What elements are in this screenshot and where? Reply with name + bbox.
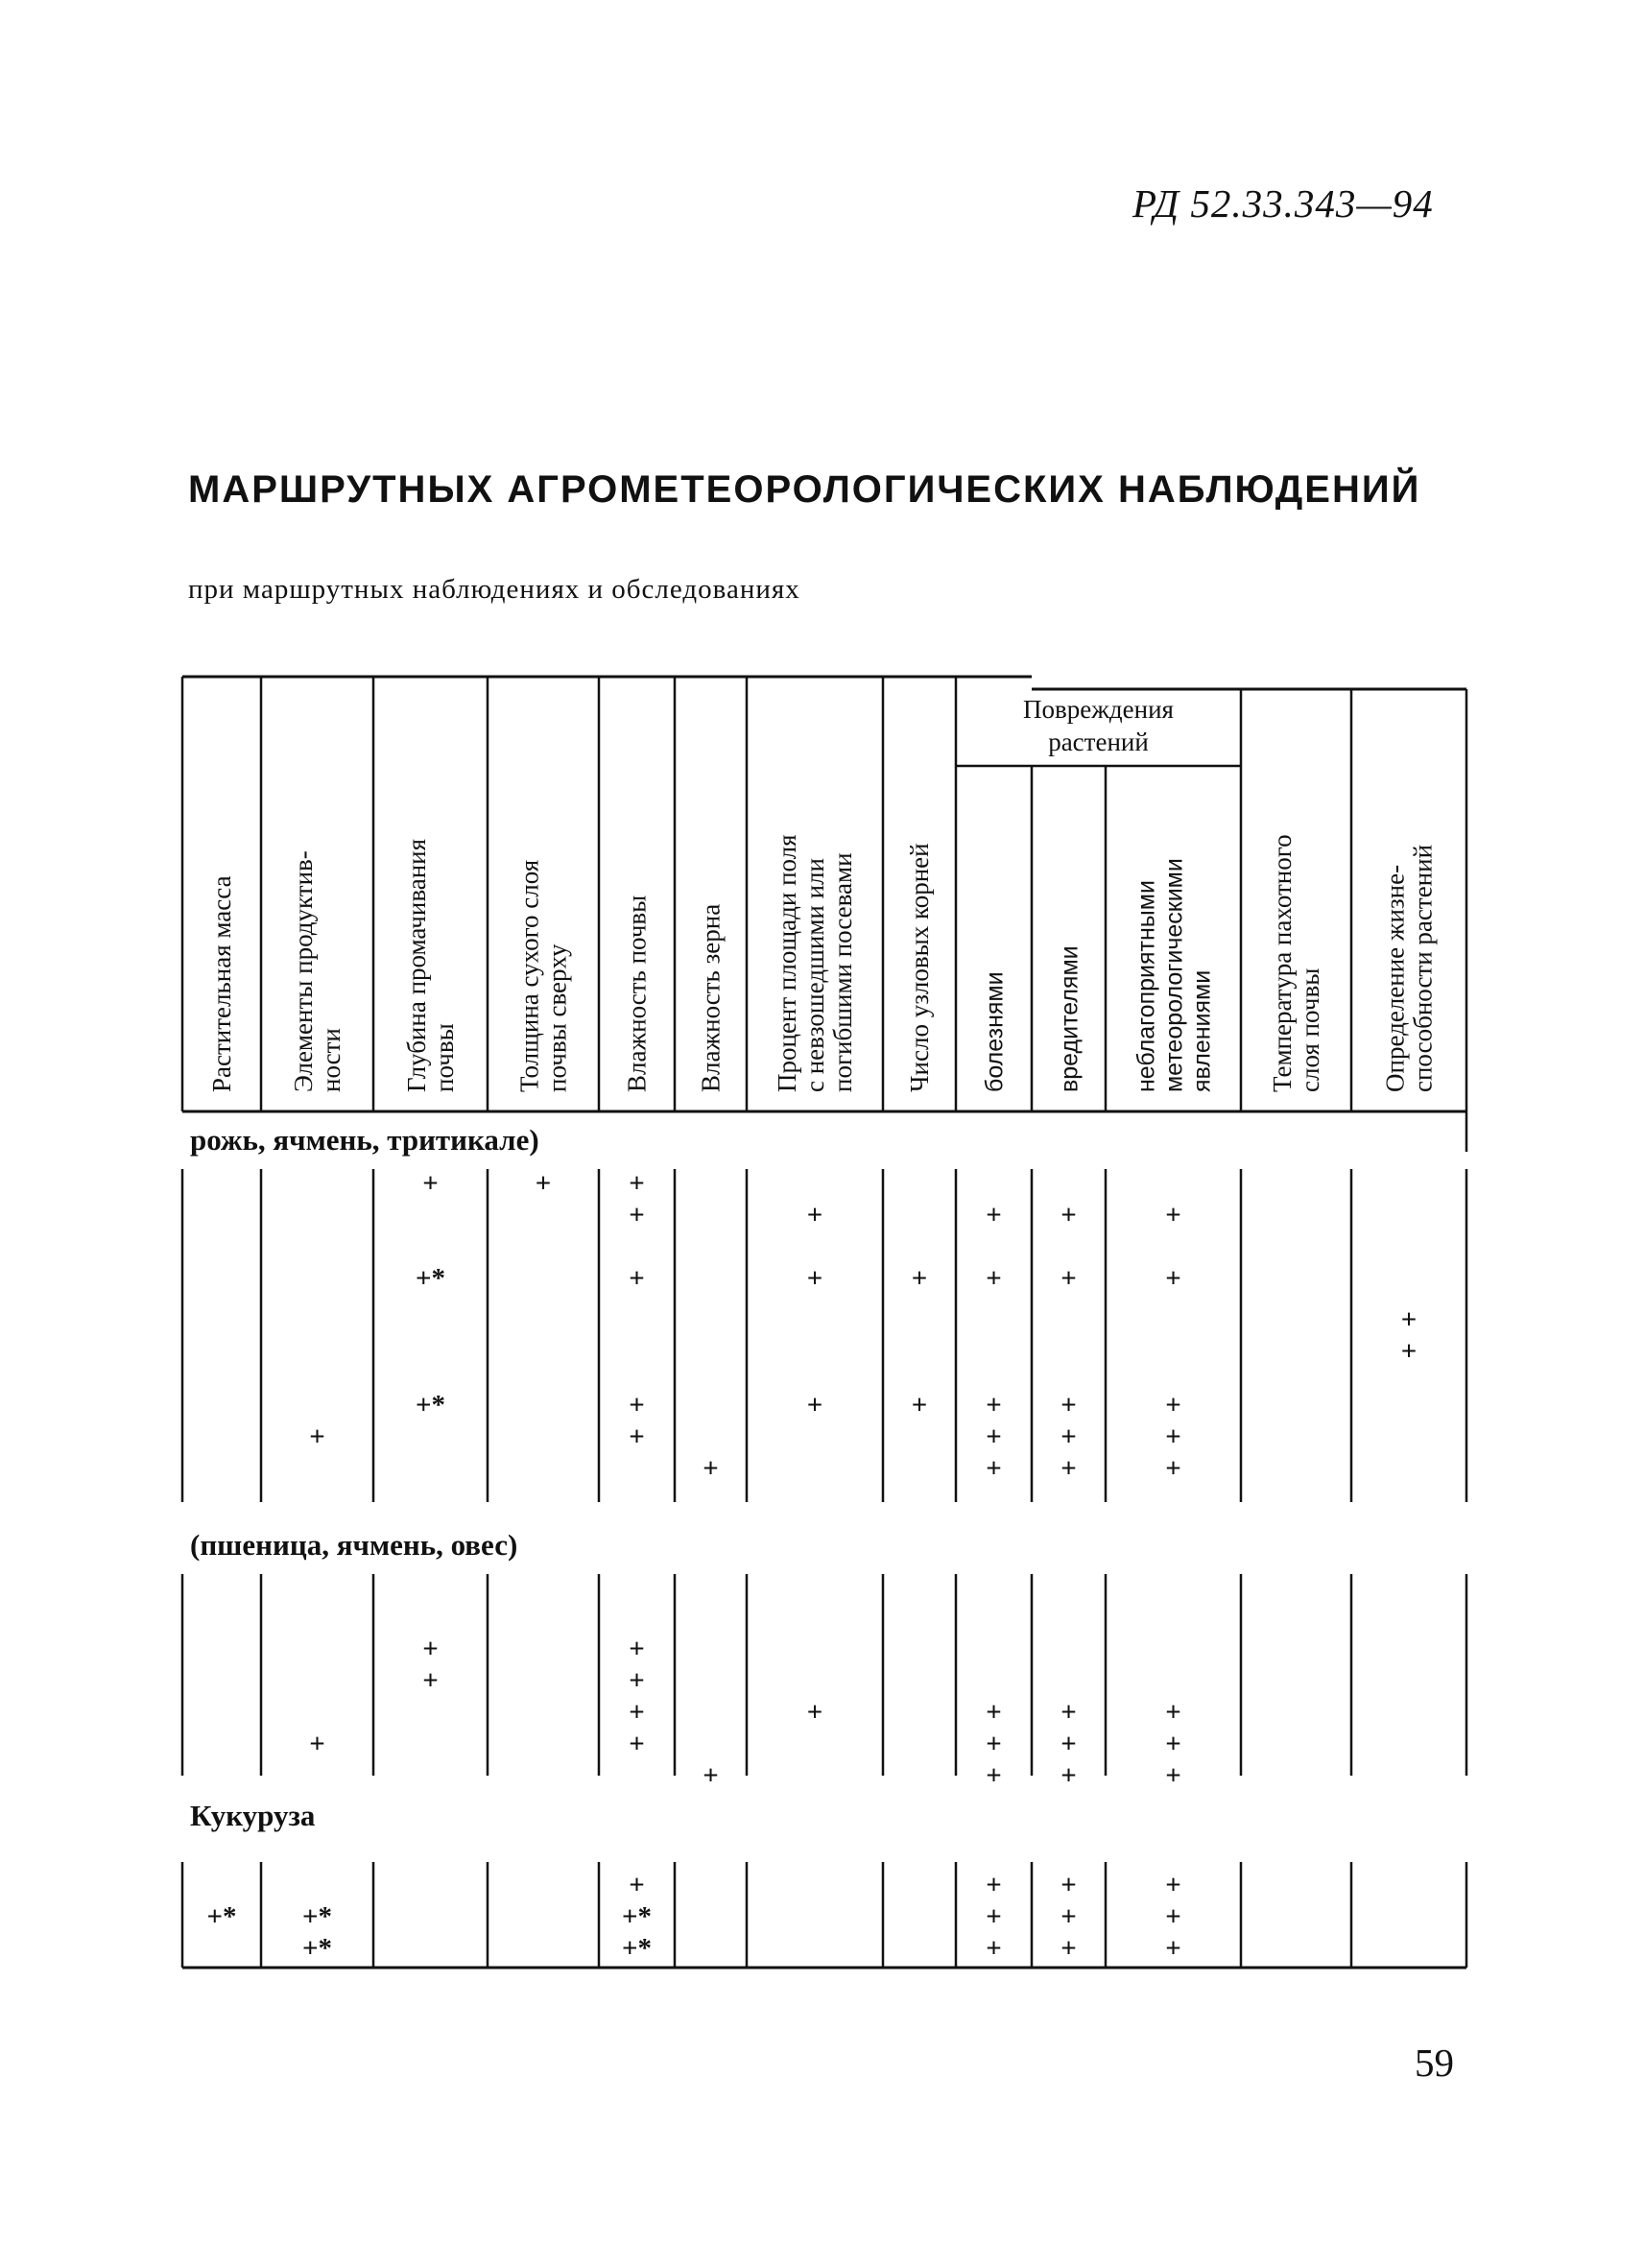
column-header-label: почвы	[430, 1023, 459, 1092]
table-mark: +	[1060, 1453, 1077, 1484]
table-mark: +	[629, 1634, 645, 1664]
column-header-label: Толщина сухого слоя	[514, 859, 544, 1092]
table-mark: +	[1165, 1729, 1181, 1759]
column-header-label: слоя почвы	[1296, 967, 1324, 1092]
table-mark: +	[629, 1200, 645, 1230]
table-mark: +	[629, 1697, 645, 1728]
column-header-label: Число узловых корней	[905, 843, 934, 1092]
table-mark: +	[986, 1870, 1002, 1900]
table-mark: +	[309, 1729, 325, 1759]
table-mark: +	[703, 1760, 719, 1791]
table-mark: +	[1400, 1335, 1418, 1367]
table-mark: +	[629, 1665, 645, 1696]
table-mark: +	[1060, 1760, 1077, 1791]
table-mark: +	[806, 1200, 823, 1230]
table-mark: +	[1165, 1760, 1181, 1791]
table-mark: +	[1060, 1421, 1077, 1452]
table-mark: +	[629, 1263, 645, 1294]
column-header-label: почвы сверху	[542, 943, 572, 1092]
table-mark: +	[986, 1760, 1002, 1791]
table-mark: +*	[301, 1933, 333, 1964]
table-mark: +	[1165, 1390, 1181, 1420]
table-mark: +	[629, 1870, 645, 1900]
table-mark: +	[629, 1390, 645, 1420]
column-header-label: Растительная масса	[207, 875, 236, 1092]
table-mark: +	[911, 1390, 928, 1420]
table-mark: +	[422, 1665, 439, 1696]
column-header-label: Процент площади поля	[773, 834, 801, 1092]
table-mark: +	[1165, 1901, 1181, 1932]
table-mark: +	[1165, 1453, 1181, 1484]
table-mark: +	[986, 1901, 1002, 1932]
page-number: 59	[1415, 2041, 1454, 2085]
column-header-label: погибшими посевами	[828, 852, 857, 1092]
column-header-label: с невзошедшими или	[800, 858, 829, 1092]
table-mark: +	[309, 1421, 325, 1452]
column-header-label: метеорологическими	[1160, 858, 1188, 1092]
group-header-label: растений	[1048, 728, 1149, 756]
table-mark: +	[986, 1697, 1002, 1728]
table-mark: +*	[415, 1390, 446, 1420]
column-header-label: явлениями	[1188, 969, 1216, 1092]
table-mark: +	[1060, 1729, 1077, 1759]
column-header-label: Влажность почвы	[622, 895, 652, 1092]
table-mark: +	[1165, 1697, 1181, 1728]
column-header-label: способности растений	[1408, 844, 1438, 1092]
table-mark: +*	[415, 1263, 446, 1294]
table-mark: +	[986, 1421, 1002, 1452]
column-header-label: Температура пахотного	[1268, 834, 1297, 1092]
column-header-label: неблагоприятными	[1132, 880, 1160, 1092]
table-mark: +	[806, 1263, 823, 1294]
table-mark: +	[986, 1729, 1002, 1759]
column-header-label: ности	[317, 1028, 345, 1092]
section-label: Кукуруза	[190, 1799, 316, 1832]
table-mark: +	[422, 1634, 439, 1664]
table-mark: +	[986, 1453, 1002, 1484]
table-mark: +	[1060, 1870, 1077, 1900]
table-mark: +	[1165, 1263, 1181, 1294]
table-mark: +*	[621, 1933, 653, 1964]
table-mark: +	[535, 1168, 552, 1199]
table-mark: +	[1060, 1200, 1077, 1230]
table-mark: +*	[301, 1901, 333, 1932]
column-header-label: болезнями	[981, 971, 1009, 1092]
table-mark: +	[806, 1390, 823, 1420]
table-mark: +	[1060, 1697, 1077, 1728]
column-header-label: вредителями	[1056, 945, 1084, 1092]
table-mark: +	[986, 1933, 1002, 1964]
table-mark: +	[629, 1421, 645, 1452]
column-header-label: Глубина промачивания	[402, 838, 431, 1092]
table-mark: +*	[621, 1901, 653, 1932]
table-mark: +	[986, 1390, 1002, 1420]
table-mark: +	[986, 1263, 1002, 1294]
table-mark: +	[1400, 1303, 1418, 1335]
table-mark: +	[1060, 1901, 1077, 1932]
column-header-label: Влажность зерна	[696, 903, 726, 1092]
table-mark: +	[986, 1200, 1002, 1230]
document-title: МАРШРУТНЫХ АГРОМЕТЕОРОЛОГИЧЕСКИХ НАБЛЮДЕНИЙ	[188, 468, 1421, 511]
table-mark: +	[1060, 1263, 1077, 1294]
table-mark: +	[629, 1168, 645, 1199]
table-mark: +	[703, 1453, 719, 1484]
document-subtitle: при маршрутных наблюдениях и обследованиях	[188, 574, 800, 605]
table-mark: +	[1060, 1390, 1077, 1420]
table-mark: +	[1165, 1933, 1181, 1964]
table-mark: +*	[206, 1901, 237, 1932]
group-header-label: Повреждения	[1023, 695, 1174, 724]
table-mark: +	[1060, 1933, 1077, 1964]
column-header-label: Определение жизне-	[1380, 864, 1410, 1092]
table-mark: +	[911, 1263, 928, 1294]
section-label: рожь, ячмень, тритикале)	[190, 1123, 539, 1157]
column-header-label: Элементы продуктив-	[289, 850, 318, 1092]
table-mark: +	[1165, 1421, 1181, 1452]
table-mark: +	[422, 1168, 439, 1199]
table-mark: +	[1165, 1200, 1181, 1230]
document-code: РД 52.33.343—94	[1132, 181, 1434, 226]
section-label: (пшеница, ячмень, овес)	[190, 1528, 518, 1562]
table-mark: +	[1165, 1870, 1181, 1900]
table-mark: +	[806, 1697, 823, 1728]
table-mark: +	[629, 1729, 645, 1759]
